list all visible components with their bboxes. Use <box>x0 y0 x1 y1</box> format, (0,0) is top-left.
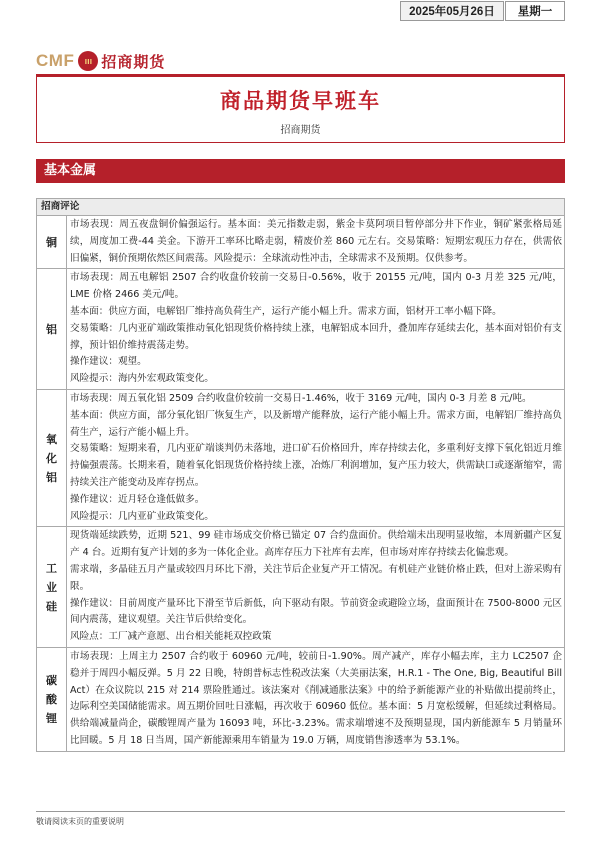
commentary-paragraph: 操作建议：近月轻仓逢低做多。 <box>70 493 205 505</box>
commodity-row <box>37 647 565 751</box>
section-heading: 基本金属 <box>36 159 565 183</box>
commodity-commentary <box>67 269 565 390</box>
commentary-paragraph: 操作建议：观望。 <box>70 356 147 368</box>
commodity-commentary <box>67 389 565 526</box>
page-header <box>36 50 559 74</box>
commentary-paragraph: 交易策略：几内亚矿端政策推动氧化铝现货价格持续上涨，电解铝成本回升，叠加库存延续去化，基本面对铝价有支撑，预计铝价维持震荡走势。 <box>70 322 562 351</box>
commentary-paragraph: 市场表现：上周主力 2507 合约收于 60960 元/吨，较前日-1.90%。周产减产，库存小幅去库，主力 LC2507 企稳并于周四小幅反弹。5 月 22 日晚，特朗普标志性税改法案（大美丽法案，H.R.1 - The One, Big, Beautiful Bill Act）在众议院以 215 对 214 票险胜通过。该法案对《削减通胀法案》中的给予新能源产业的补贴做出提前终止，边际利空美国储能需求。周五期价回吐日涨幅，再次收于 60960 低位。基本面：5 月宽松缓解，但延续过剩格局。供给端减量尚企，碳酸锂周产量为 16093 吨，环比-3.23%。需求端增速不及预期显现，国内新能源车 5 月销量环比回暖。5 月 18 日当周，国产新能源乘用车销量为 19.0 万辆，周度销售渗透率为 53.1%。 <box>70 650 562 746</box>
title-box <box>36 76 565 143</box>
commodity-commentary <box>67 216 565 269</box>
commentary-paragraph: 需求端，多晶硅五月产量或较四月环比下滑，关注节后企业复产开工情况。有机硅产业链价格止跌，但对上游采购有限。 <box>70 563 562 592</box>
commentary-paragraph: 风险提示：海内外宏观政策变化。 <box>70 373 214 385</box>
commodity-name: 氧 化 铝 <box>37 389 67 526</box>
page-footer: 敬请阅读末页的重要说明 <box>36 811 565 827</box>
page-subtitle: 招商期货 <box>280 125 321 136</box>
commentary-paragraph: 现货端延续跌势，近期 521、99 硅市场成交价格已锚定 07 合约盘面价。供给端未出现明显收缩，本周新疆产区复产 4 台。近期有复产计划的多为一体化企业。高库存压力下社库有去库，但市场对库存持续去化偏悲观。 <box>70 530 562 559</box>
commentary-paragraph: 市场表现：周五氧化铝 2509 合约收盘价较前一交易日-1.46%，收于 3169 元/吨，国内 0-3 月差 8 元/吨。 <box>70 392 532 404</box>
logo-badge-icon: ııı <box>78 51 98 71</box>
commodity-name: 铜 <box>37 216 67 269</box>
commodity-row <box>37 216 565 269</box>
commodity-name: 碳 酸 锂 <box>37 647 67 751</box>
commodity-commentary <box>67 527 565 648</box>
commodity-row <box>37 389 565 526</box>
commentary-paragraph: 基本面：供应方面，部分氧化铝厂恢复生产，以及新增产能释放，运行产能小幅上升。需求方面，电解铝厂维持高负荷生产，运行产能小幅上升。 <box>70 409 562 438</box>
commodity-commentary <box>67 647 565 751</box>
commodity-name: 工 业 硅 <box>37 527 67 648</box>
company-logo <box>36 50 165 72</box>
logo-latin-text: CMF <box>36 51 75 70</box>
commodity-name: 铝 <box>37 269 67 390</box>
table-header-cell: 招商评论 <box>37 199 565 216</box>
table-header-row <box>37 199 565 216</box>
page-title: 商品期货早班车 <box>220 89 381 113</box>
commentary-paragraph: 风险提示：几内亚矿业政策变化。 <box>70 510 214 522</box>
commodity-row <box>37 269 565 390</box>
report-date: 2025年05月26日 <box>400 1 504 21</box>
commentary-paragraph: 交易策略：短期来看，几内亚矿端谈判仍未落地，进口矿石价格回升，库存持续去化，多重利好支撑下氧化铝近月维持偏强震荡。长期来看，随着氧化铝现货价格持续上涨，冶炼厂利润增加，复产压力较大，供需缺口或逐渐缩窄，需持续关注产能变动及库存拐点。 <box>70 443 562 488</box>
commentary-paragraph: 基本面：供应方面，电解铝厂维持高负荷生产，运行产能小幅上升。需求方面，铝材开工率小幅下降。 <box>70 305 502 317</box>
commentary-paragraph: 市场表现：周五夜盘铜价偏强运行。基本面：美元指数走弱，紫金卡莫阿项目暂停部分井下作业，铜矿紧张格局延续，周度加工费-44 美金。下游开工率环比略走弱，精废价差 860 元左右。交易策略：短期宏观压力存在，供需依旧偏紧，铜价预期依然区间震荡。风险提示：全球流动性冲击，全球需求不及预期。仅供参考。 <box>70 219 562 264</box>
report-weekday: 星期一 <box>505 1 565 21</box>
logo-chinese-text: 招商期货 <box>101 52 166 71</box>
commodity-row <box>37 527 565 648</box>
commentary-paragraph: 风险点：工厂减产意愿、出台相关能耗双控政策 <box>70 631 272 643</box>
commentary-paragraph: 市场表现：周五电解铝 2507 合约收盘价较前一交易日-0.56%，收于 20155 元/吨，国内 0-3 月差 325 元/吨，LME 价格 2466 美元/吨。 <box>70 272 562 301</box>
commentary-table <box>36 198 565 752</box>
commentary-paragraph: 操作建议：目前周度产量环比下滑至节后新低，向下驱动有限。节前资金或避险立场，盘面预计在 7500-8000 元区间内震荡，建议观望。关注节后供给变化。 <box>70 597 562 626</box>
